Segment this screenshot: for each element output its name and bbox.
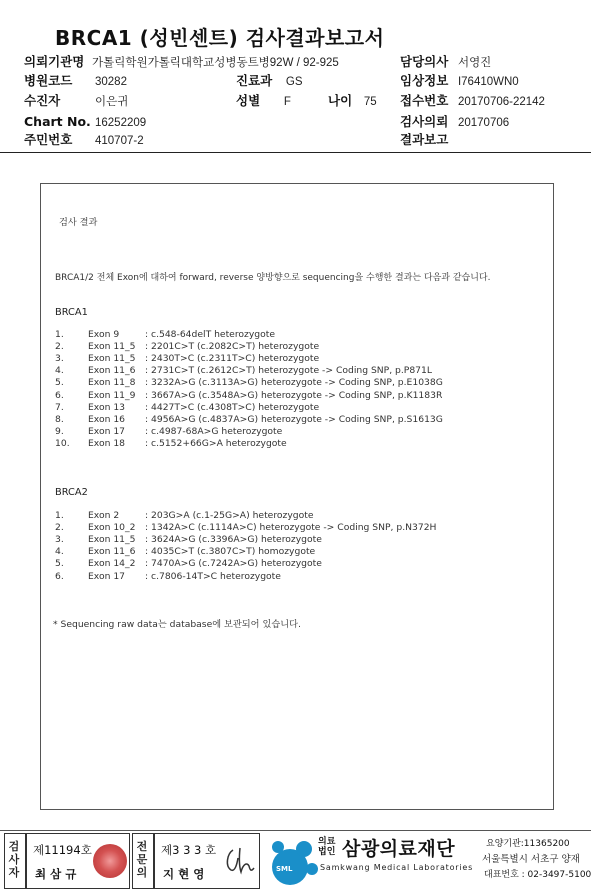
institution-row [24, 55, 339, 70]
rrn-label: 주민번호 [24, 132, 73, 147]
brca1-variant-exon: Exon 16 [88, 413, 126, 425]
org-name: 삼광의료재단 [342, 838, 456, 860]
inspector-vlabel-box [4, 833, 26, 889]
hospital-code-label: 병원코드 [24, 73, 73, 88]
receipt-value: 20170706-22142 [457, 96, 545, 108]
brca1-variant-result: : c.548-64delT heterozygote [145, 329, 275, 340]
clinical-label: 임상정보 [400, 73, 449, 88]
age-label: 나이 [328, 93, 353, 108]
brca1-variant-exon: Exon 13 [88, 401, 126, 413]
brca1-variant-number: 7. [55, 401, 64, 413]
request-row [400, 115, 509, 130]
care-institution: 요양기관:11365200 [486, 839, 570, 849]
age-row [328, 94, 377, 109]
brca2-variant-exon: Exon 11_5 [88, 534, 136, 546]
specialist-signature [221, 844, 257, 876]
patient-row [24, 94, 60, 108]
dept-value: GS [285, 76, 303, 88]
brca1-variant-exon: Exon 11_5 [88, 341, 136, 353]
brca1-variant-exon: Exon 11_9 [88, 389, 136, 401]
intro-text: BRCA1/2 전체 Exon에 대하여 forward, reverse 양방향으로 sequencing을 수행한 결과는 다음과 같습니다. [55, 273, 491, 283]
specialist-license: 제3 3 3 호 [161, 843, 217, 857]
brca1-variant-result: : c.4987-68A>G heterozygote [145, 425, 283, 437]
report-title: BRCA1 (성빈센트) 검사결과보고서 [55, 26, 385, 50]
brca1-variant-number: 2. [55, 341, 64, 353]
specialist-vlabel: 전문의 [136, 840, 148, 879]
brca1-variant-number: 1. [55, 329, 64, 340]
institution-label: 의뢰기관명 [24, 54, 85, 69]
footer [0, 830, 591, 896]
inspector-box [26, 833, 130, 889]
rrn-row [24, 133, 72, 147]
brca2-variant-result: : 3624A>G (c.3396A>G) heterozygote [145, 534, 322, 546]
brca1-variant-result: : c.5152+66G>A heterozygote [145, 437, 287, 449]
result-sheet [40, 183, 554, 810]
brca1-variant-number: 3. [55, 353, 64, 365]
logo-text: SML [276, 865, 293, 873]
phone: 대표번호 : 02-3497-5100 [484, 870, 591, 880]
inspector-name: 최 삼 규 [35, 867, 77, 881]
doctor-value: 서영진 [457, 57, 492, 69]
patient-label: 수진자 [24, 93, 61, 108]
sml-logo-icon [268, 835, 320, 891]
hospital-code-value: 30282 [95, 76, 127, 88]
report-date-row [400, 133, 454, 148]
sex-label: 성별 [236, 93, 261, 108]
brca2-variant-number: 1. [55, 510, 64, 521]
sex-row [236, 94, 291, 109]
chart-row [24, 115, 91, 129]
sex-value: F [283, 96, 291, 108]
brca1-variant-exon: Exon 18 [88, 437, 126, 449]
brca1-variant-exon: Exon 11_6 [88, 365, 136, 377]
brca2-variant-result: : c.7806-14T>C heterozygote [145, 570, 281, 582]
inspector-seal [93, 844, 127, 878]
brca1-variant-exon: Exon 11_5 [88, 353, 136, 365]
rrn-value: 410707-2 [95, 135, 144, 147]
brca1-variant-result: : 2201C>T (c.2082C>T) heterozygote [145, 341, 320, 353]
hospital-code-row [24, 74, 72, 88]
brca2-variant-result: : 4035C>T (c.3807C>T) homozygote [145, 546, 316, 558]
org-name-en: Samkwang Medical Laboratories [320, 863, 474, 872]
brca1-variant-number: 10. [55, 437, 70, 449]
specialist-vlabel-box [132, 833, 154, 889]
institution-value: 가톨릭학원가톨릭대학교성병동트병92W / 92-925 [92, 57, 339, 69]
brca1-variant-result: : 3667A>G (c.3548A>G) heterozygote -> Coding SNP, p.K1183R [145, 389, 443, 401]
doctor-label: 담당의사 [400, 54, 449, 69]
dept-label: 진료과 [236, 73, 273, 88]
receipt-label: 접수번호 [400, 93, 449, 108]
brca1-heading: BRCA1 [55, 307, 88, 318]
request-label: 검사의뢰 [400, 114, 449, 129]
brca2-variant-exon: Exon 10_2 [88, 522, 136, 534]
brca1-variant-number: 5. [55, 377, 64, 389]
brca1-variant-exon: Exon 17 [88, 425, 126, 437]
clinical-value: I76410WN0 [457, 76, 519, 88]
brca2-variant-result: : 7470A>G (c.7242A>G) heterozygote [145, 558, 322, 570]
doctor-row [400, 55, 491, 70]
brca1-variant-exon: Exon 11_8 [88, 377, 136, 389]
brca1-variant-exon: Exon 9 [88, 329, 120, 340]
patient-value: 이은귀 [95, 96, 129, 108]
section-title: 검사 결과 [59, 217, 98, 228]
brca2-variant-number: 5. [55, 558, 64, 570]
brca1-variant-number: 6. [55, 389, 64, 401]
report-date-label: 결과보고 [400, 132, 449, 147]
brca2-heading: BRCA2 [55, 487, 88, 498]
brca1-variant-result: : 3232A>G (c.3113A>G) heterozygote -> Coding SNP, p.E1038G [145, 377, 443, 389]
brca1-variant-number: 9. [55, 425, 64, 437]
brca2-variant-exon: Exon 17 [88, 570, 126, 582]
brca1-variant-number: 8. [55, 413, 64, 425]
brca2-variant-number: 4. [55, 546, 64, 558]
age-value: 75 [363, 96, 377, 108]
chart-value: 16252209 [95, 117, 147, 129]
brca1-variant-number: 4. [55, 365, 64, 377]
dept-row [236, 74, 303, 89]
brca1-variant-result: : 4956A>G (c.4837A>G) heterozygote -> Coding SNP, p.S1613G [145, 413, 443, 425]
clinical-row [400, 74, 519, 89]
org-prefix: 의료 법인 [318, 837, 336, 857]
brca2-variant-result: : 203G>A (c.1-25G>A) heterozygote [145, 510, 314, 521]
brca2-variant-exon: Exon 11_6 [88, 546, 136, 558]
brca1-variant-result: : 4427T>C (c.4308T>C) heterozygote [145, 401, 320, 413]
brca1-variant-result: : 2430T>C (c.2311T>C) heterozygote [145, 353, 320, 365]
brca2-variant-number: 2. [55, 522, 64, 534]
brca2-variant-result: : 1342A>C (c.1114A>C) heterozygote -> Coding SNP, p.N372H [145, 522, 437, 534]
header-divider [0, 152, 591, 153]
brca2-variant-number: 6. [55, 570, 64, 582]
specialist-box [154, 833, 260, 889]
inspector-vlabel: 검사자 [8, 840, 20, 879]
inspector-license: 제11194호 [33, 843, 92, 857]
brca2-variant-exon: Exon 2 [88, 510, 120, 521]
brca2-variant-exon: Exon 14_2 [88, 558, 136, 570]
specialist-name: 지 현 영 [163, 867, 205, 881]
footnote: * Sequencing raw data는 database에 보관되어 있습니다. [53, 619, 301, 630]
receipt-row [400, 94, 545, 109]
address: 서울특별시 서초구 양재 [482, 854, 580, 865]
request-value: 20170706 [457, 117, 510, 129]
chart-label: Chart No. [24, 114, 91, 129]
brca2-variant-number: 3. [55, 534, 64, 546]
brca1-variant-result: : 2731C>T (c.2612C>T) heterozygote -> Coding SNP, p.P871L [145, 365, 432, 377]
